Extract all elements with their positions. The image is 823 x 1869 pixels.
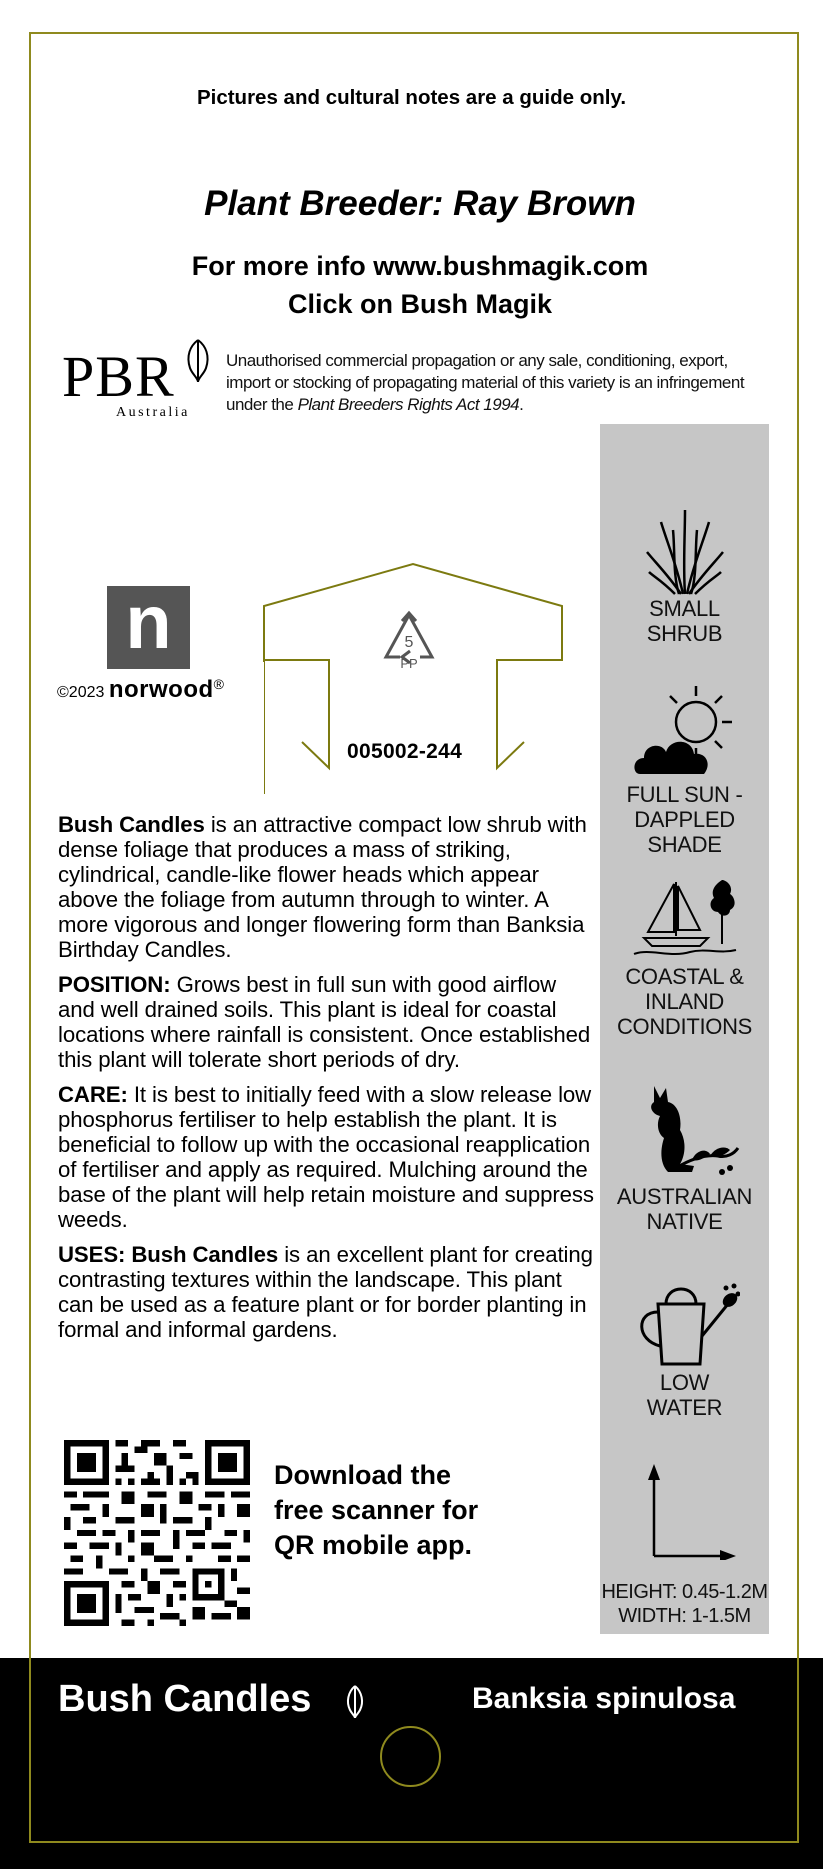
sun-attribute: FULL SUN - DAPPLED SHADE (600, 682, 769, 857)
qr-instructions: Download the free scanner for QR mobile app. (274, 1460, 479, 1560)
kangaroo-icon (630, 1084, 740, 1184)
height-width-arrows-icon (630, 1460, 740, 1560)
hang-hole (380, 1726, 441, 1787)
intro-paragraph: Bush Candles is an attractive compact low shrub with dense foliage that produces a mass of striking, cylindrical, candle-like flower heads which appear above the foliage from autumn through to winter. A more vigorous and longer flowering form than Banksia Birthday Candles. (58, 812, 587, 962)
plant-description (58, 812, 598, 1352)
recycle-number: 5 (404, 634, 414, 651)
watering-can-icon (630, 1274, 740, 1370)
water-attribute: LOW WATER (600, 1274, 769, 1420)
pbr-act: Plant Breeders Rights Act 1994 (297, 395, 520, 414)
pbr-logo (62, 338, 222, 424)
plant-species-name: Banksia spinulosa (472, 1682, 736, 1715)
more-info (0, 247, 823, 323)
sun-cloud-icon (630, 682, 740, 782)
product-code: 005002-244 (347, 740, 463, 763)
width-value: WIDTH: 1-1.5M (618, 1605, 751, 1627)
norwood-brand: norwood (108, 676, 214, 703)
pbr-notice: Unauthorised commercial propagation or any sale, conditioning, export, import or stocking of propagating material of this variety is an infringement under the Plant Breeders Rights Act 1994. (226, 351, 745, 414)
website-link[interactable]: For more info www.bushmagik.com (191, 251, 649, 281)
native-attribute: AUSTRALIAN NATIVE (600, 1084, 769, 1234)
care-paragraph: CARE: It is best to initially feed with a slow release low phosphorus fertiliser to help establish the plant. It is beneficial to follow up with the occasional reapplication of fertiliser and apply as required. Mulching around the base of the plant will help retain moisture and suppress weeds. (58, 1082, 594, 1232)
shrub-icon (645, 506, 725, 596)
plant-common-name: Bush Candles (58, 1678, 312, 1720)
height-value: HEIGHT: 0.45-1.2M (601, 1581, 768, 1603)
pbr-logo-country: Australia (116, 405, 190, 420)
sailboat-tree-icon (630, 874, 740, 964)
click-instruction: Click on Bush Magik (287, 289, 553, 319)
coastal-attribute: COASTAL & INLAND CONDITIONS (600, 874, 769, 1039)
pbr-logo-text: PBR (62, 344, 175, 409)
position-paragraph: POSITION: Grows best in full sun with good airflow and well drained soils. This plant is ideal for coastal locations where rainfall is consistent. Once established this plant will tolerate short periods of dry. (58, 972, 591, 1072)
size-attribute: SMALL SHRUB (600, 506, 769, 646)
guide-note: Pictures and cultural notes are a guide only. (196, 86, 627, 109)
uses-paragraph: USES: Bush Candles is an excellent plant for creating contrasting textures within the landscape. This plant can be used as a feature plant or for border planting in formal and informal gardens. (58, 1242, 593, 1342)
footer-bar (0, 1658, 823, 1869)
dimensions-attribute (600, 1460, 769, 1628)
qr-code[interactable] (64, 1440, 250, 1626)
norwood-copyright: ©2023 norwood® (57, 676, 224, 703)
norwood-logo: n (107, 586, 190, 669)
pbr-flower-icon (340, 1684, 370, 1720)
recycle-code: PP (400, 656, 418, 671)
pbr-flower-icon (172, 338, 224, 384)
plant-breeder: Plant Breeder: Ray Brown (204, 184, 636, 223)
plant-attributes-panel (600, 424, 769, 1634)
